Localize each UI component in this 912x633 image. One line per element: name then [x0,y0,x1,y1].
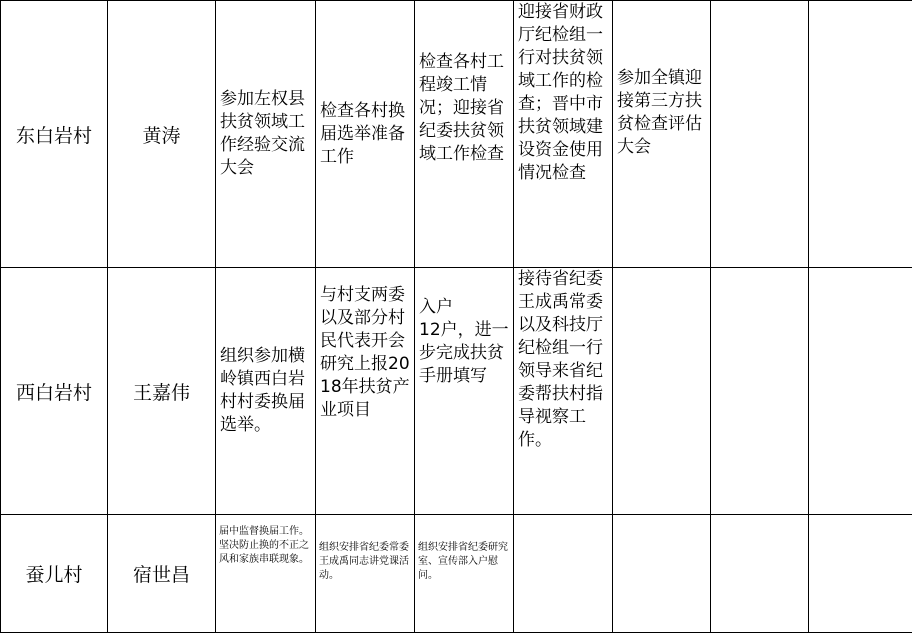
empty-cell [809,1,912,268]
activity-cell: 检查各村工程竣工情况；迎接省纪委扶贫领域工作检查 [415,1,514,268]
empty-cell [711,268,809,515]
empty-cell [809,515,912,633]
activity-cell: 接待省纪委王成禹常委以及科技厅纪检组一行领导来省纪委帮扶村指导视察工作。 [514,268,613,515]
person-cell: 黄涛 [108,1,216,268]
activity-cell: 组织参加横岭镇西白岩村村委换届选举。 [216,268,316,515]
activity-cell: 组织安排省纪委研究室、宣传部入户慰问。 [415,515,514,633]
person-cell: 王嘉伟 [108,268,216,515]
table-row [1,515,912,633]
village-cell: 西白岩村 [1,268,108,515]
empty-cell [809,268,912,515]
empty-cell [514,515,613,633]
person-cell: 宿世昌 [108,515,216,633]
activity-cell: 与村支两委以及部分村民代表开会研究上报2018年扶贫产业项目 [316,268,415,515]
empty-cell [711,515,809,633]
activity-cell: 组织安排省纪委常委王成禹同志讲党课活动。 [316,515,415,633]
empty-cell [613,268,711,515]
table-row [1,268,912,515]
village-cell: 东白岩村 [1,1,108,268]
activity-cell: 参加左权县扶贫领域工作经验交流大会 [216,1,316,268]
activity-cell: 届中监督换届工作。坚决防止换的不正之风和家族串联现象。 [216,515,316,633]
activity-cell: 迎接省财政厅纪检组一行对扶贫领域工作的检查；晋中市扶贫领域建设资金使用情况检查 [514,1,613,268]
empty-cell [613,515,711,633]
activity-cell: 检查各村换届选举准备工作 [316,1,415,268]
empty-cell [711,1,809,268]
activity-cell: 入户 12户，进一步完成扶贫手册填写 [415,268,514,515]
activity-cell: 参加全镇迎接第三方扶贫检查评估大会 [613,1,711,268]
village-cell: 蚕儿村 [1,515,108,633]
table-row [1,1,912,268]
